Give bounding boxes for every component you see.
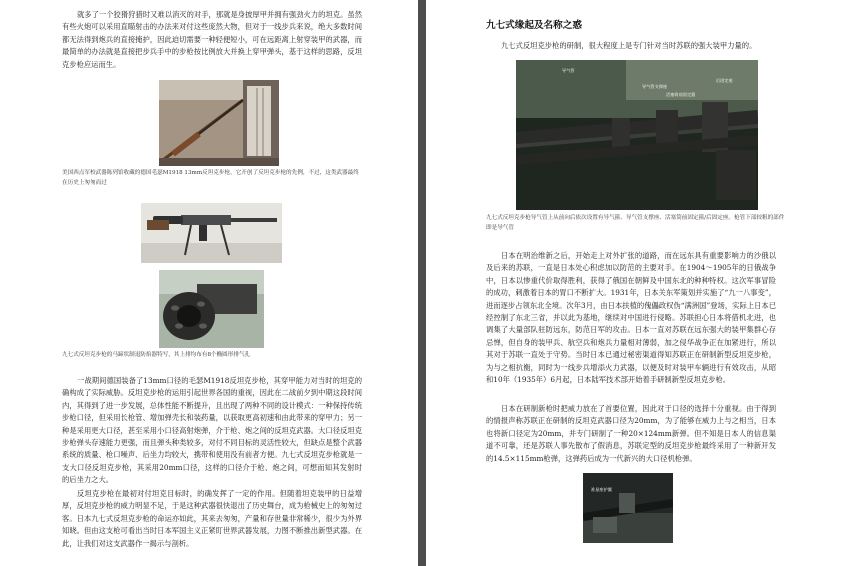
- caption-muzzle-brake: 九七式反坦克步枪的马蹄状制退防焰器特写，其上排均布有8个椭圆形排气孔: [62, 352, 251, 358]
- label-gas-tube: 导气管: [562, 68, 575, 73]
- para-history: 一战期间德国装备了13mm口径的毛瑟M1918反坦克步枪，其穿甲能力对当时的坦克的确构成了实际威胁。反坦克步枪的运用引起世界各国的重视，因此在二战前夕到中期这段时间内，其得到了进一步发展，总体性能不断提升，且出现了两种不同的设计模式：一种保持传统步枪口径，但采用长枪管、增加弹壳长和装药量，以获取更高初速和由此带来的穿甲力；另一种是采用更大口径，甚至采用小口径高射炮弹，介于枪、炮之间的反坦克武器。大口径反坦克步枪弹头存速能力更强，而且弹头种类较多，对付不同目标的灵活性较大，但缺点是整个武器系统的质量、枪口噪声、后坐力均较大，携带和使用没有前者方便。九七式反坦克步枪就是一支大口径反坦克步枪，其采用20mm口径，这样的口径介于枪、炮之间，可想而知其发射时的后坐力之大。: [62, 376, 362, 485]
- para-decline: 反坦克步枪在最初对付坦克目标时，的确发挥了一定的作用。但随着坦克装甲的日益增厚，反坦克步枪的威力明显不足，于是这种武器很快退出了历史舞台，成为枪械史上的匆匆过客。日本九七式反坦克步枪的命运亦如此，其来去匆匆，产量和存世量非常稀少，很少为外界知晓。但由这支枪可看出当时日本军国主义正紧盯世界武器发展，力图不断推出新型武器。在此，让我们对这支武器作一揭示与剖析。: [62, 489, 362, 548]
- rifle-stand-image: [141, 203, 282, 263]
- caption-gas-tube: 九七式反坦克步枪导气管上从前向后依次设置有导气箍、导气管支撑座、活塞筒前固定箍/后固定座。枪管下部较粗的部件即是导气管: [486, 215, 785, 231]
- muzzle-brake-photo: [159, 270, 264, 348]
- label-sight-guard: 准星座护翼: [591, 487, 612, 492]
- museum-rifle-photo: [159, 80, 279, 166]
- right-page: [426, 0, 844, 566]
- front-sight-image: [583, 473, 673, 543]
- museum-rifle-image: [159, 80, 279, 166]
- left-page: [0, 0, 418, 566]
- caption-museum-rifle: 美国西点军校武器陈列馆收藏的德国毛瑟M1918 13mm反坦克步枪，它开创了反坦克步枪的先例，不过，这类武器最终在历史上匆匆而过: [62, 170, 359, 186]
- muzzle-brake-image: [159, 270, 264, 348]
- front-sight-photo: [583, 473, 673, 543]
- gas-tube-photo: [516, 60, 758, 210]
- label-piston-front-band: 活塞筒前固定箍: [666, 92, 696, 97]
- page-gutter: [418, 0, 426, 566]
- section-title: 九七式缘起及名称之惑: [486, 20, 582, 31]
- label-gas-tube-support: 导气管支撑座: [642, 84, 668, 89]
- label-rear-mount: 后固定座: [716, 78, 733, 83]
- rifle-stand-photo: [141, 203, 282, 263]
- para-background: 日本在明治维新之后，开始走上对外扩张的道路，而在远东具有重要影响力的沙俄以及后来的苏联，一直是日本处心积虑加以防范的主要对手。在1904～1905年的日俄战争中，日本以惨重代价取得胜利，获得了俄国在朝鲜及中国东北的种种特权。这次军事冒险的成功，刺激着日本的胃口不断扩大。1931年，日本关东军策划并实施了“九一八事变”，进而逐步占领东北全境。次年3月，由日本扶植的傀儡政权伪“满洲国”登场，实际上日本已经控制了东北三省，并以此为基地，继续对中国进行侵略。苏联担心日本将借机北进，也调集了大量部队驻防远东，防范日军的攻击。日本一直对苏联在远东强大的装甲集群心存忌惮，但自身的装甲兵、航空兵和炮兵力量相对薄弱，加之侵华战争正在加紧进行，所以其对于苏联一直处于守势。当时日本已通过秘密渠道得知苏联正在研制新型反坦克步枪，为与之相抗衡，同时为一线步兵增添火力武器，以便及时对装甲车辆进行有效攻击，从昭和10年（1935年）6月起，日本陆军技术部开始着手研制新型反坦克步枪。: [486, 251, 776, 385]
- para-caliber: 日本在研制新枪时把威力放在了首要位置，因此对于口径的选择十分重视。由于得到的情报声称苏联正在研制的反坦克武器口径为20mm，为了能够在威力上与之相当，日本也将新口径定为20mm，并专门研制了一种20×124mm新弹。但不知是日本人的信息渠道不可靠，还是苏联人事先散布了假消息，苏联定型的反坦克步枪最终采用了一种新开发的14.5×115mm枪弹，这弹药后成为一代新兴的大口径机枪弹。: [486, 404, 776, 463]
- para-lead: 九七式反坦克步枪的研制，很大程度上是专门针对当时苏联的强大装甲力量的。: [501, 41, 757, 50]
- para-intro: 就多了一个狡猾狩猎时又难以消灭的对手，那就是身披厚甲并拥有强劲火力的坦克。虽然有些火炮可以采用直瞄射击的办法来对付这些庞然大物，但对于一线步兵来说，绝大多数时间都无法得到炮兵的直接掩护，因此迫切需要一种轻便短小，可在远距离上射穿装甲的武器，而最简单的办法就是直接把步兵手中的步枪按比例放大并换上穿甲弹头，基于这样的思路，反坦克步枪应运而生。: [62, 10, 362, 69]
